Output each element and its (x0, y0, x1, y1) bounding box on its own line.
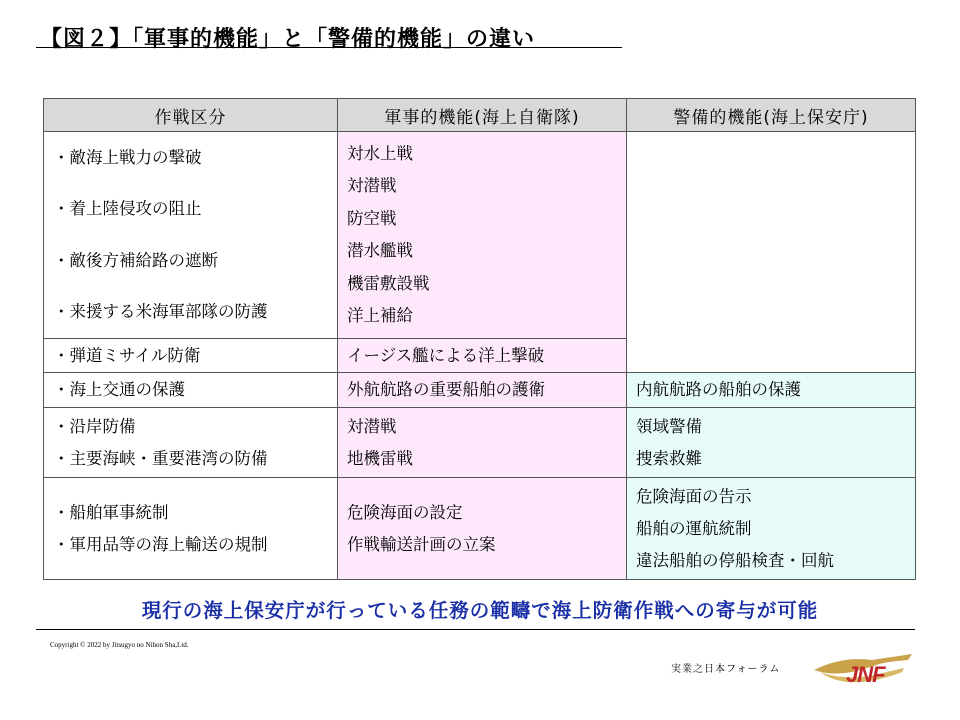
table-row (44, 373, 916, 408)
military-cell (338, 408, 627, 478)
security-cell-empty (627, 132, 916, 373)
operation-cell (44, 478, 338, 580)
list-item: 船舶の運航統制 (636, 518, 752, 538)
table-row (44, 408, 916, 478)
table-row (44, 478, 916, 580)
list-item: ・敵海上戦力の撃破 (53, 148, 202, 167)
copyright-text: Copyright © 2022 by Jitsugyo no Nihon Sha,Ltd. (50, 641, 189, 649)
list-item: ・海上交通の保護 (53, 380, 185, 399)
footer-divider (36, 629, 915, 630)
list-item: 領域警備 (636, 416, 702, 436)
military-cell (338, 373, 627, 408)
publisher-name: 実業之日本フォーラム (671, 664, 781, 675)
list-item: ・沿岸防備 (53, 416, 136, 436)
list-item: ・敵後方補給路の遮断 (53, 251, 218, 270)
list-item: 違法船舶の停船検査・回航 (636, 550, 834, 570)
list-item: 防空戦 (347, 208, 397, 228)
list-item: 対水上戦 (347, 143, 413, 163)
comparison-table (43, 98, 916, 580)
military-cell (338, 132, 627, 339)
operation-cell (44, 132, 338, 339)
header-operation-category: 作戦区分 (44, 99, 338, 132)
svg-text:JNF: JNF (846, 662, 885, 687)
list-item: ・弾道ミサイル防衛 (53, 345, 201, 365)
list-item: 対潜戦 (347, 416, 397, 436)
security-cell (627, 373, 916, 408)
list-item: ・船舶軍事統制 (53, 502, 169, 522)
list-item: 危険海面の設定 (347, 502, 463, 522)
operation-cell (44, 373, 338, 408)
list-item: 内航航路の船舶の保護 (636, 380, 801, 399)
list-item: ・来援する米海軍部隊の防護 (53, 302, 268, 321)
table-row (44, 132, 916, 339)
list-item: 機雷敷設戦 (347, 273, 430, 293)
list-item: 作戦輸送計画の立案 (347, 534, 496, 554)
jnf-logo-icon (812, 650, 914, 690)
operation-cell (44, 339, 338, 373)
security-cell (627, 408, 916, 478)
table-header-row (44, 99, 916, 132)
list-item: 対潜戦 (347, 176, 397, 195)
operation-cell (44, 408, 338, 478)
list-item: ・着上陸侵攻の阻止 (53, 199, 202, 218)
list-item: イージス艦による洋上撃破 (347, 345, 545, 365)
header-military-function: 軍事的機能(海上自衛隊) (338, 99, 627, 132)
list-item: 外航航路の重要船舶の護衛 (347, 380, 545, 399)
title-underline (36, 47, 622, 48)
list-item: 危険海面の告示 (636, 486, 752, 506)
conclusion-text: 現行の海上保安庁が行っている任務の範疇で海上防衛作戦への寄与が可能 (141, 599, 819, 622)
security-cell (627, 478, 916, 580)
list-item: 洋上補給 (347, 306, 413, 325)
list-item: 地機雷戦 (347, 448, 413, 468)
list-item: ・軍用品等の海上輸送の規制 (53, 534, 268, 554)
list-item: 捜索救難 (636, 448, 702, 468)
list-item: ・主要海峡・重要港湾の防備 (53, 448, 268, 468)
military-cell (338, 478, 627, 580)
header-security-function: 警備的機能(海上保安庁) (627, 99, 916, 132)
list-item: 潜水艦戦 (347, 241, 413, 260)
military-cell (338, 339, 627, 373)
page-title: 【図２】「軍事的機能」と「警備的機能」の違い (40, 27, 536, 52)
